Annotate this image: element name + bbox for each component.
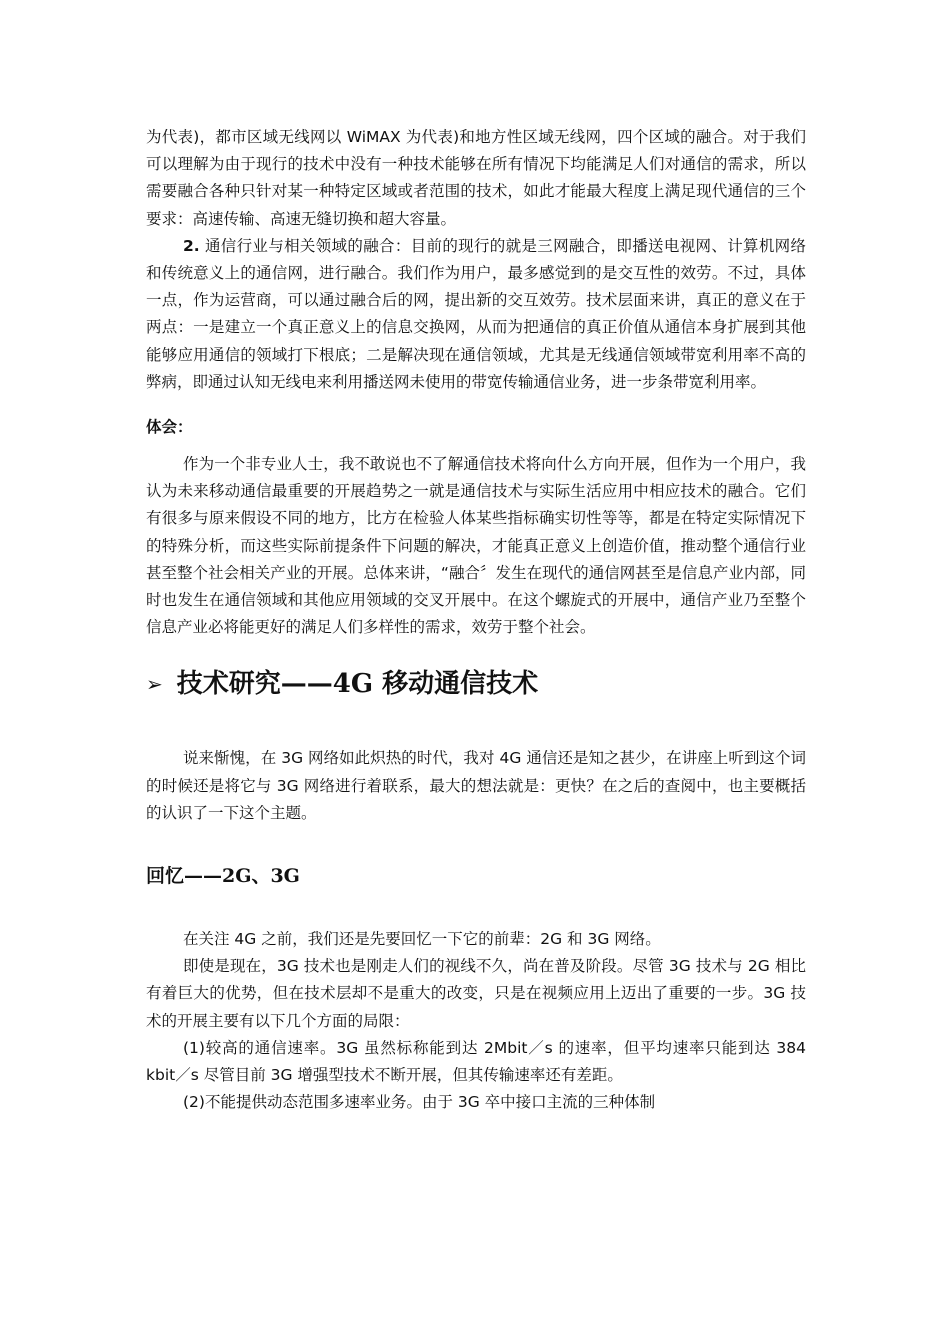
paragraph-industry-fusion-text: 通信行业与相关领域的融合：目前的现行的就是三网融合，即播送电视网、计算机网络和传统意义上的通信网，进行融合。我们作为用户，最多感觉到的是交互性的效劳。不过，具体一点，作为运营商，可以通过融合后的网，提出新的交互效劳。技术层面来讲，真正的意义在于两点：一是建立一个真正意义上的信息交换网，从而为把通信的真正价值从通信本身扩展到其他能够应用通信的领域打下根底；二是解决现在通信领域，尤其是无线通信领域带宽利用率不高的弊病，即通过认知无线电来利用播送网未使用的带宽传输通信业务，进一步条带宽利用率。: [146, 236, 806, 391]
paragraph-industry-fusion: [146, 233, 806, 396]
list-number: 2.: [183, 236, 200, 255]
paragraph-reflection: 作为一个非专业人士，我不敢说也不了解通信技术将向什么方向开展，但作为一个用户，我认为未来移动通信最重要的开展趋势之一就是通信技术与实际生活应用中相应技术的融合。它们有很多与原来假设不同的地方，比方在检验人体某些指标确实切性等等，都是在特定实际情况下的特殊分析，而这些实际前提条件下问题的解决，才能真正意义上创造价值，推动整个通信行业甚至整个社会相关产业的开展。总体来讲，“融合〞发生在现代的通信网甚至是信息产业内部，同时也发生在通信领域和其他应用领域的交叉开展中。在这个螺旋式的开展中，通信产业乃至整个信息产业必将能更好的满足人们多样性的需求，效劳于整个社会。: [146, 455, 806, 637]
section-heading: [146, 664, 806, 704]
heading-tihui: 体会：: [146, 418, 193, 437]
paragraph-4g-intro: 说来惭愧，在 3G 网络如此炽热的时代，我对 4G 通信还是知之甚少，在讲座上听到这个词的时候还是将它与 3G 网络进行着联系，最大的想法就是：更快？在之后的查阅中，也主要概括的认识了一下这个主题。: [146, 749, 806, 822]
document-page: [146, 124, 806, 1116]
paragraph-limit-2: (2)不能提供动态范围多速率业务。由于 3G 卒中接口主流的三种体制: [183, 1093, 656, 1112]
paragraph-regional-fusion: 为代表)，都市区域无线网以 WiMAX 为代表)和地方性区域无线网，四个区域的融合。对于我们可以理解为由于现行的技术中没有一种技术能够在所有情况下均能满足人们对通信的需求，所以需要融合各种只针对某一种特定区域或者范围的技术，如此才能最大程度上满足现代通信的三个要求：高速传输、高速无缝切换和超大容量。: [146, 128, 806, 228]
paragraph-limit-1: (1)较高的通信速率。3G 虽然标称能到达 2Mbit／s 的速率，但平均速率只能到达 384 kbit／s 尽管目前 3G 增强型技术不断开展，但其传输速率还有差距。: [146, 1038, 806, 1085]
heading-recall: 回忆——2G、3G: [146, 865, 300, 888]
section-heading-text: 技术研究——4G 移动通信技术: [176, 669, 539, 700]
paragraph-recall-intro: 在关注 4G 之前，我们还是先要回忆一下它的前辈：2G 和 3G 网络。: [183, 930, 661, 949]
paragraph-3g-limits: 即使是现在，3G 技术也是刚走人们的视线不久，尚在普及阶段。尽管 3G 技术与 2G 相比有着巨大的优势，但在技术层却不是重大的改变，只是在视频应用上迈出了重要的一步。3G 技术的开展主要有以下几个方面的局限：: [146, 957, 806, 1030]
arrow-bullet-icon: ➢: [146, 672, 163, 697]
